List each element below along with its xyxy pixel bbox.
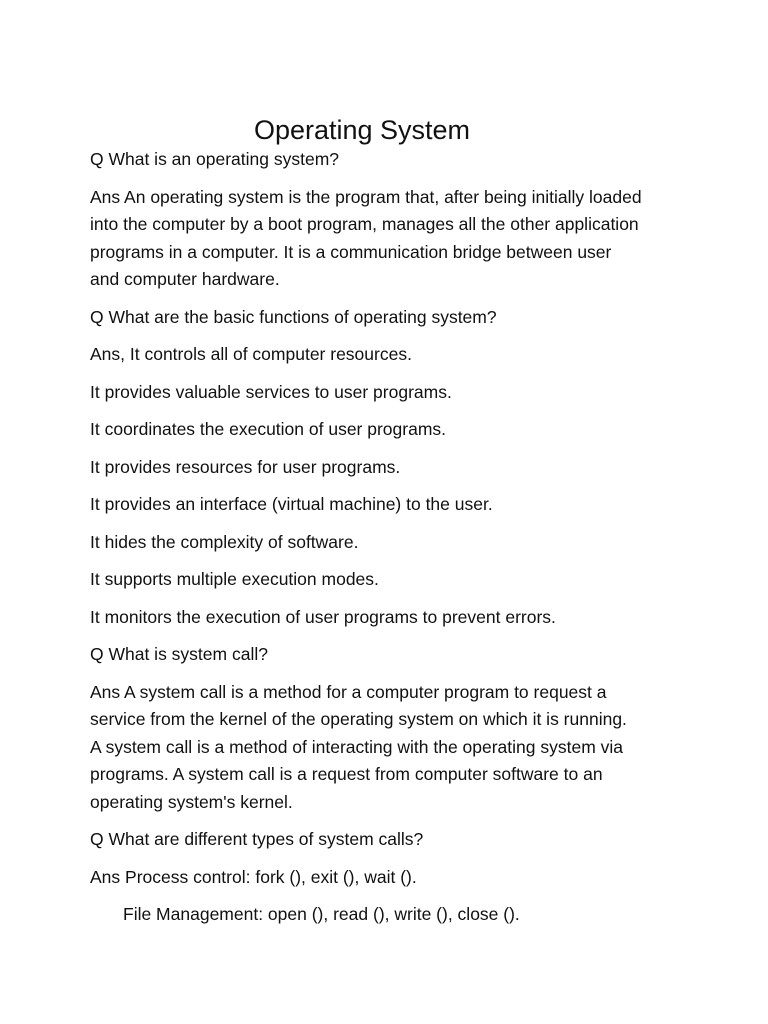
answer-line: Ans An operating system is the program that, after being initially loaded	[90, 186, 642, 207]
question-system-call: Q What is system call?	[90, 644, 268, 664]
question-what-is-os: Q What is an operating system?	[90, 149, 339, 169]
answer-line: operating system's kernel.	[90, 791, 293, 812]
question-system-call-types: Q What are different types of system calls?	[90, 829, 424, 849]
answer-line: service from the kernel of the operating system on which it is running.	[90, 709, 627, 729]
page-title: Operating System	[253, 115, 471, 146]
question-basic-functions: Q What are the basic functions of operating system?	[90, 306, 497, 327]
function-item: It monitors the execution of user programs to prevent errors.	[90, 606, 556, 627]
function-item: Ans, It controls all of computer resources.	[90, 344, 412, 364]
document-body	[90, 146, 690, 939]
answer-line: A system call is a method of interacting with the operating system via	[90, 736, 624, 757]
answer-process-control: Ans Process control: fork (), exit (), wait ().	[90, 866, 417, 887]
answer-line: and computer hardware.	[90, 269, 280, 289]
answer-system-call	[90, 679, 690, 817]
function-item: It coordinates the execution of user programs.	[90, 419, 447, 439]
function-item: It supports multiple execution modes.	[90, 569, 379, 589]
function-item: It provides valuable services to user programs.	[90, 381, 452, 402]
answer-file-management: File Management: open (), read (), write (), close ().	[123, 904, 520, 924]
answer-line: programs in a computer. It is a communication bridge between user	[90, 241, 612, 262]
function-item: It hides the complexity of software.	[90, 531, 359, 552]
answer-line: into the computer by a boot program, manages all the other application	[90, 214, 639, 234]
answer-line: Ans A system call is a method for a computer program to request a	[90, 681, 607, 702]
answer-what-is-os	[90, 184, 690, 294]
function-item: It provides an interface (virtual machine) to the user.	[90, 494, 493, 514]
answer-line: programs. A system call is a request from computer software to an	[90, 764, 603, 784]
function-item: It provides resources for user programs.	[90, 456, 401, 477]
